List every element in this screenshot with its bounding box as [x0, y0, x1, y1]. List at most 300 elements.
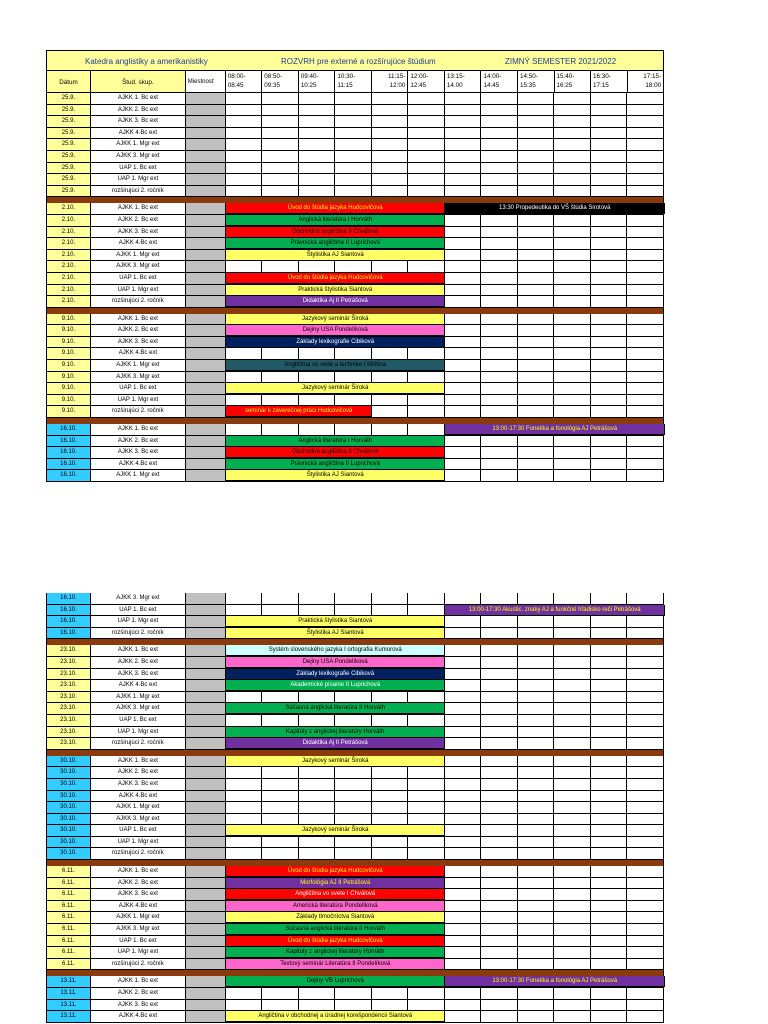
time-slot-cell [335, 692, 372, 704]
study-group-cell: AJKK 4.Bc ext [91, 1011, 186, 1023]
time-slot-cell [481, 825, 518, 837]
room-cell [186, 657, 226, 669]
date-cell: 25.9. [47, 186, 91, 198]
room-cell [186, 296, 226, 308]
time-slot-cell [481, 296, 518, 308]
time-slot-cell [262, 837, 299, 849]
time-slot-cell [481, 814, 518, 826]
time-slot-cell [481, 174, 518, 186]
table-row [46, 203, 664, 215]
room-cell [186, 947, 226, 959]
time-slot-cell [591, 348, 628, 360]
time-slot-cell [518, 372, 555, 384]
time-slot-cell [445, 116, 482, 128]
date-cell: 9.10. [47, 372, 91, 384]
room-cell [186, 406, 226, 418]
course-block: Systém slovenského jazyka I ortografia Kumorová [226, 645, 445, 656]
time-slot-cell [627, 261, 664, 273]
time-slot-cell [299, 1000, 336, 1012]
time-slot-cell [554, 802, 591, 814]
time-slot-cell [554, 459, 591, 471]
time-slot-cell [445, 616, 482, 628]
time-slot-cell [627, 1011, 664, 1023]
time-slot-cell [518, 901, 555, 913]
room-cell [186, 238, 226, 250]
time-slot-header: 08:00- 08:45 [226, 71, 263, 93]
time-slot-cell [591, 296, 628, 308]
course-block: Praktická štylistika Siantová [226, 285, 445, 296]
schedule-sheet-2 [46, 593, 664, 1023]
time-slot-cell [554, 791, 591, 803]
time-slot-cell [262, 692, 299, 704]
table-row [46, 628, 664, 640]
time-slot-cell [591, 93, 628, 105]
table-row [46, 988, 664, 1000]
time-slot-cell [518, 105, 555, 117]
time-slot-cell [445, 436, 482, 448]
time-slot-header: 11:15- 12:00 [372, 71, 409, 93]
time-slot-cell [335, 848, 372, 860]
study-group-cell: AJKK 3. Mgr ext [91, 924, 186, 936]
table-row [46, 360, 664, 372]
date-cell: 30.10. [47, 779, 91, 791]
course-block: Jazykový seminár Široká [226, 383, 445, 394]
time-slot-cell [445, 174, 482, 186]
time-slot-cell [445, 227, 482, 239]
time-slot-cell [299, 348, 336, 360]
study-group-cell: AJKK 3. Mgr ext [91, 261, 186, 273]
table-row [46, 825, 664, 837]
time-slot-cell [262, 261, 299, 273]
time-slot-cell [591, 645, 628, 657]
time-slot-cell [554, 814, 591, 826]
time-slot-cell [554, 348, 591, 360]
time-slot-cell [445, 837, 482, 849]
table-row [46, 715, 664, 727]
date-cell: 16.10. [47, 616, 91, 628]
time-slot-cell [445, 657, 482, 669]
course-block: Právnická angličtina II Luprichová [226, 459, 445, 470]
time-slot-cell [262, 802, 299, 814]
time-slot-cell [627, 215, 664, 227]
time-slot-cell [408, 848, 445, 860]
time-slot-cell [445, 93, 482, 105]
date-cell: 6.11. [47, 912, 91, 924]
time-slot-cell [554, 825, 591, 837]
table-row [46, 93, 664, 105]
time-slot-cell [518, 645, 555, 657]
study-group-cell: rozširujúci 2. ročník [91, 628, 186, 640]
time-slot-cell [627, 738, 664, 750]
time-slot-cell [554, 436, 591, 448]
semester-title: ZIMNÝ SEMESTER 2021/2022 [505, 57, 617, 66]
course-block: Súčasná anglická literatúra II Horváth [226, 924, 445, 935]
course-block: Úvod do štúdia jazyka Hudcovičová [226, 273, 445, 284]
time-slot-cell [627, 947, 664, 959]
time-slot-cell [335, 128, 372, 140]
study-group-cell: AJKK 1. Mgr ext [91, 250, 186, 262]
time-slot-cell [481, 470, 518, 482]
table-row [46, 227, 664, 239]
date-cell: 25.9. [47, 105, 91, 117]
time-slot-cell [445, 878, 482, 890]
time-slot-cell [554, 174, 591, 186]
time-slot-cell [518, 616, 555, 628]
date-cell: 16.10. [47, 424, 91, 436]
time-slot-cell [481, 285, 518, 297]
time-slot-cell [518, 459, 555, 471]
time-slot-cell [262, 174, 299, 186]
study-group-cell: AJKK 3. Bc ext [91, 447, 186, 459]
time-slot-cell [226, 105, 263, 117]
date-cell: 30.10. [47, 848, 91, 860]
time-slot-cell [445, 738, 482, 750]
room-cell [186, 988, 226, 1000]
study-group-cell: AJKK 2. Bc ext [91, 105, 186, 117]
time-slot-cell [518, 273, 555, 285]
date-cell: 6.11. [47, 947, 91, 959]
time-slot-cell [299, 424, 336, 436]
time-slot-cell [481, 447, 518, 459]
table-row [46, 924, 664, 936]
time-slot-cell [591, 151, 628, 163]
date-cell: 6.11. [47, 936, 91, 948]
time-slot-cell [554, 395, 591, 407]
time-slot-cell [445, 947, 482, 959]
time-slot-cell [481, 163, 518, 175]
date-cell: 13.11. [47, 976, 91, 988]
time-slot-cell [518, 657, 555, 669]
time-slot-cell [408, 186, 445, 198]
time-slot-cell [591, 680, 628, 692]
study-group-cell: AJKK 4.Bc ext [91, 348, 186, 360]
table-row [46, 878, 664, 890]
course-block: Didaktika Aj II Petrášová [226, 738, 445, 749]
time-slot-cell [591, 779, 628, 791]
time-slot-cell [262, 116, 299, 128]
department-title: Katedra anglistiky a amerikanistiky [85, 57, 208, 66]
time-slot-cell [554, 314, 591, 326]
time-slot-cell [481, 105, 518, 117]
time-slot-cell [554, 406, 591, 418]
study-group-cell: AJKK 1. Mgr ext [91, 802, 186, 814]
time-slot-cell [554, 139, 591, 151]
time-slot-cell [481, 703, 518, 715]
table-row [46, 186, 664, 198]
time-slot-cell [481, 669, 518, 681]
time-slot-cell [372, 988, 409, 1000]
course-block: Úvod do štúdia jazyka Hudcovičová [226, 866, 445, 877]
time-slot-cell [554, 93, 591, 105]
time-slot-cell [372, 593, 409, 605]
table-row [46, 314, 664, 326]
study-group-cell: AJKK 2. Bc ext [91, 988, 186, 1000]
time-slot-cell [299, 163, 336, 175]
time-slot-cell [481, 988, 518, 1000]
time-slot-cell [262, 139, 299, 151]
time-slot-cell [554, 878, 591, 890]
column-header-row [46, 71, 664, 93]
date-cell: 16.10. [47, 628, 91, 640]
time-slot-cell [627, 406, 664, 418]
time-slot-cell [518, 692, 555, 704]
study-group-cell: AJKK 1. Bc ext [91, 203, 186, 215]
time-slot-cell [554, 727, 591, 739]
time-slot-cell [335, 105, 372, 117]
time-slot-cell [518, 314, 555, 326]
time-slot-cell [591, 1000, 628, 1012]
time-slot-cell [226, 593, 263, 605]
study-group-cell: AJKK 1. Bc ext [91, 976, 186, 988]
time-slot-cell [591, 273, 628, 285]
time-slot-cell [299, 837, 336, 849]
time-slot-cell [408, 348, 445, 360]
date-cell: 2.10. [47, 261, 91, 273]
time-slot-cell [518, 285, 555, 297]
time-slot-cell [408, 139, 445, 151]
table-row [46, 383, 664, 395]
table-row [46, 767, 664, 779]
room-cell [186, 128, 226, 140]
room-cell [186, 767, 226, 779]
time-slot-cell [481, 459, 518, 471]
room-cell [186, 692, 226, 704]
time-slot-cell [627, 337, 664, 349]
time-slot-cell [445, 360, 482, 372]
room-cell [186, 791, 226, 803]
time-slot-cell [554, 901, 591, 913]
date-cell: 6.11. [47, 901, 91, 913]
room-cell [186, 186, 226, 198]
time-slot-cell [627, 680, 664, 692]
time-slot-cell [445, 395, 482, 407]
time-slot-cell [372, 128, 409, 140]
time-slot-cell [591, 447, 628, 459]
time-slot-cell [481, 186, 518, 198]
time-slot-cell [481, 756, 518, 768]
time-slot-cell [372, 605, 409, 617]
time-slot-cell [481, 348, 518, 360]
table-row [46, 447, 664, 459]
study-group-cell: AJKK 2. Bc ext [91, 325, 186, 337]
room-cell [186, 447, 226, 459]
table-row [46, 436, 664, 448]
time-slot-cell [262, 372, 299, 384]
date-cell: 16.10. [47, 436, 91, 448]
time-slot-cell [591, 325, 628, 337]
time-slot-cell [335, 593, 372, 605]
study-group-cell: AJKK 2. Bc ext [91, 215, 186, 227]
col-room-header: Miestnosť [186, 71, 226, 93]
time-slot-cell [518, 866, 555, 878]
time-slot-cell [226, 116, 263, 128]
date-cell: 23.10. [47, 727, 91, 739]
time-slot-cell [445, 692, 482, 704]
room-cell [186, 116, 226, 128]
time-slot-cell [554, 645, 591, 657]
study-group-cell: AJKK 3. Bc ext [91, 227, 186, 239]
time-slot-cell [445, 848, 482, 860]
room-cell [186, 314, 226, 326]
table-row [46, 912, 664, 924]
study-group-cell: AJKK 1. Mgr ext [91, 912, 186, 924]
time-slot-cell [627, 767, 664, 779]
time-slot-cell [226, 779, 263, 791]
room-cell [186, 715, 226, 727]
time-slot-cell [335, 767, 372, 779]
time-slot-cell [627, 692, 664, 704]
time-slot-cell [335, 791, 372, 803]
date-cell: 2.10. [47, 285, 91, 297]
table-row [46, 1011, 664, 1023]
time-slot-cell [554, 669, 591, 681]
time-slot-cell [591, 383, 628, 395]
time-slot-cell [627, 878, 664, 890]
time-slot-cell [299, 372, 336, 384]
course-block: Jazykový seminár Široká [226, 314, 445, 325]
time-slot-cell [518, 151, 555, 163]
time-slot-cell [554, 1000, 591, 1012]
time-slot-cell [627, 924, 664, 936]
time-slot-cell [262, 348, 299, 360]
time-slot-cell [481, 314, 518, 326]
study-group-cell: rozširujúci 2. ročník [91, 738, 186, 750]
date-cell: 30.10. [47, 767, 91, 779]
time-slot-header: 17:15- 18:00 [628, 71, 665, 93]
time-slot-cell [518, 593, 555, 605]
table-row [46, 645, 664, 657]
study-group-cell: AJKK 3. Mgr ext [91, 703, 186, 715]
time-slot-cell [481, 657, 518, 669]
time-slot-cell [226, 848, 263, 860]
time-slot-cell [518, 715, 555, 727]
time-slot-cell [226, 715, 263, 727]
time-slot-cell [481, 360, 518, 372]
study-group-cell: UAP 1. Mgr ext [91, 395, 186, 407]
time-slot-cell [627, 163, 664, 175]
date-cell: 9.10. [47, 337, 91, 349]
time-slot-cell [591, 174, 628, 186]
time-slot-cell [627, 912, 664, 924]
time-slot-cell [445, 447, 482, 459]
time-slot-cell [335, 605, 372, 617]
col-date-header: Dátum [47, 71, 91, 93]
time-slot-cell [335, 372, 372, 384]
time-slot-cell [627, 128, 664, 140]
time-slot-cell [627, 273, 664, 285]
time-slot-cell [299, 261, 336, 273]
time-slot-cell [372, 174, 409, 186]
study-group-cell: AJKK 1. Mgr ext [91, 360, 186, 372]
table-row [46, 593, 664, 605]
time-slot-cell [481, 628, 518, 640]
time-slot-cell [518, 988, 555, 1000]
time-slot-cell [627, 959, 664, 971]
time-slot-cell [627, 285, 664, 297]
room-cell [186, 459, 226, 471]
time-slot-cell [591, 360, 628, 372]
study-group-cell: AJKK 3. Mgr ext [91, 593, 186, 605]
time-slot-cell [262, 767, 299, 779]
time-slot-cell [554, 593, 591, 605]
time-slot-cell [408, 151, 445, 163]
course-block: Dejiny USA Pondelíková [226, 325, 445, 336]
room-cell [186, 814, 226, 826]
time-slot-cell [335, 814, 372, 826]
time-slot-cell [226, 791, 263, 803]
table-row [46, 837, 664, 849]
time-slot-cell [627, 325, 664, 337]
room-cell [186, 285, 226, 297]
date-cell: 16.10. [47, 447, 91, 459]
course-block: 13:30 Propedeutika do VŠ štúdia Sirotová [445, 203, 664, 214]
time-slot-cell [627, 848, 664, 860]
time-slot-cell [262, 151, 299, 163]
time-slot-cell [554, 383, 591, 395]
time-slot-cell [445, 470, 482, 482]
time-slot-cell [591, 715, 628, 727]
table-row [46, 779, 664, 791]
date-cell: 30.10. [47, 814, 91, 826]
time-slot-cell [226, 988, 263, 1000]
time-slot-cell [445, 727, 482, 739]
table-row [46, 947, 664, 959]
study-group-cell: rozširujúci 2. ročník [91, 296, 186, 308]
time-slot-cell [627, 459, 664, 471]
time-slot-cell [445, 337, 482, 349]
study-group-cell: UAP 1. Mgr ext [91, 174, 186, 186]
time-slot-cell [481, 93, 518, 105]
time-slot-header: 08:50- 09:35 [262, 71, 299, 93]
time-slot-cell [299, 715, 336, 727]
time-slot-cell [591, 988, 628, 1000]
course-block: Kapitoly z anglickej literatúry Horváth [226, 947, 445, 958]
date-cell: 23.10. [47, 715, 91, 727]
time-slot-cell [372, 848, 409, 860]
time-slot-cell [518, 383, 555, 395]
room-cell [186, 395, 226, 407]
study-group-cell: UAP 1. Bc ext [91, 605, 186, 617]
room-cell [186, 593, 226, 605]
room-cell [186, 325, 226, 337]
room-cell [186, 1000, 226, 1012]
room-cell [186, 215, 226, 227]
study-group-cell: AJKK 1. Mgr ext [91, 139, 186, 151]
room-cell [186, 348, 226, 360]
time-slot-cell [591, 657, 628, 669]
time-slot-cell [591, 406, 628, 418]
time-slot-cell [445, 128, 482, 140]
time-slot-cell [408, 715, 445, 727]
time-slot-cell [445, 1011, 482, 1023]
time-slot-cell [445, 889, 482, 901]
time-slot-cell [335, 186, 372, 198]
time-slot-cell [372, 1000, 409, 1012]
table-row [46, 215, 664, 227]
course-block: Základy tlmočníctva Siantová [226, 912, 445, 923]
time-slot-cell [445, 1000, 482, 1012]
time-slot-cell [518, 447, 555, 459]
study-group-cell: UAP 1. Bc ext [91, 825, 186, 837]
time-slot-cell [226, 605, 263, 617]
time-slot-cell [627, 227, 664, 239]
table-row [46, 605, 664, 617]
time-slot-cell [262, 163, 299, 175]
room-cell [186, 866, 226, 878]
date-cell: 9.10. [47, 360, 91, 372]
room-cell [186, 924, 226, 936]
course-block: Americká literatúra Pondelíková [226, 901, 445, 912]
